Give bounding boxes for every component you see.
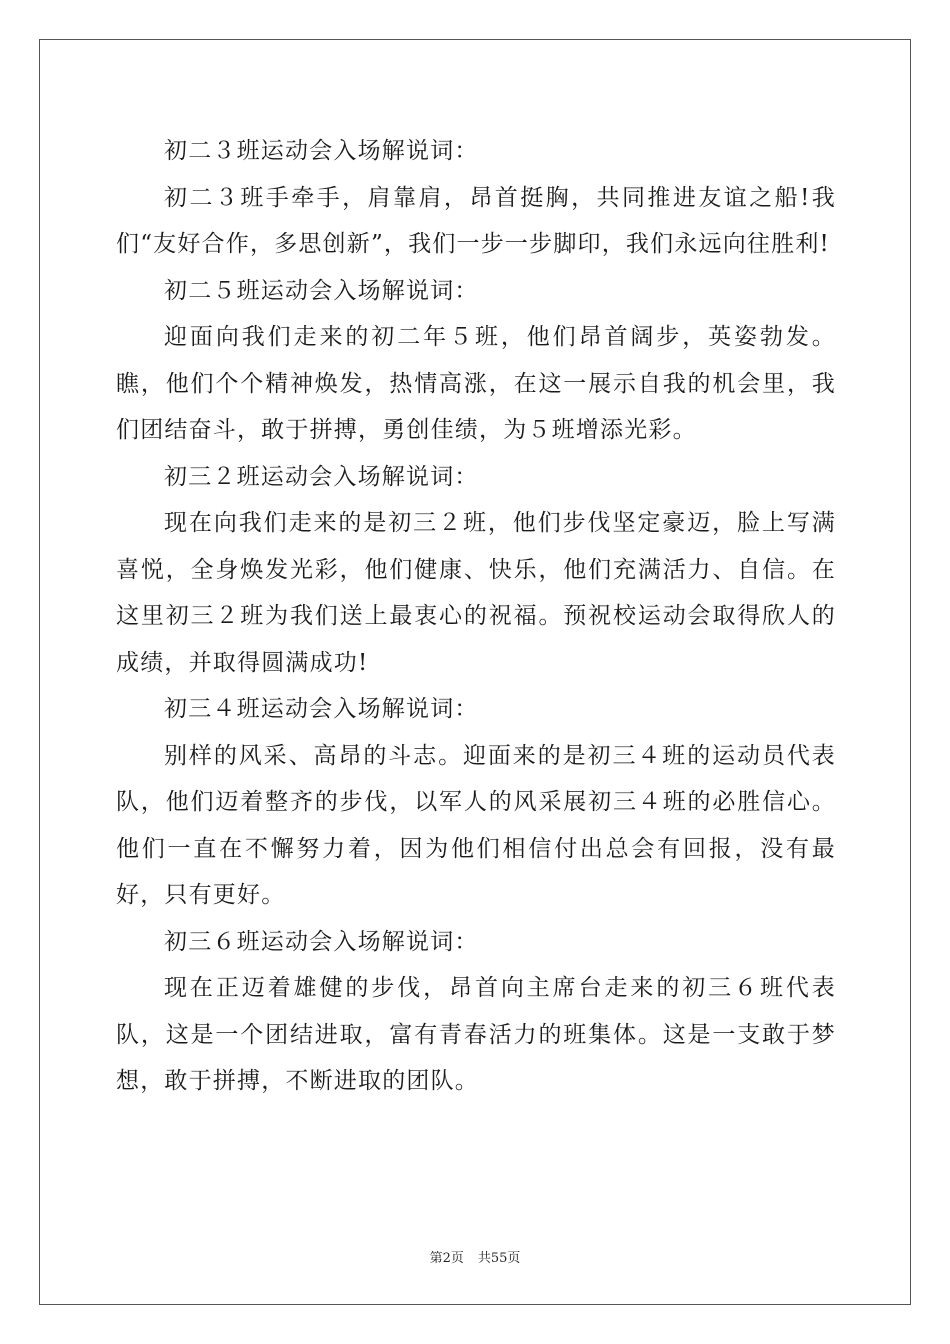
commentary-class-2-3: 初二３班手牵手，肩靠肩，昂首挺胸，共同推进友谊之船!我们“友好合作，多思创新”，我们一步一步脚印，我们永远向往胜利! bbox=[116, 184, 836, 257]
page-total: 共55页 bbox=[477, 1251, 521, 1266]
page-footer bbox=[0, 1247, 950, 1266]
document-body bbox=[116, 128, 836, 1105]
commentary-class-3-6: 现在正迈着雄健的步伐，昂首向主席台走来的初三６班代表队，这是一个团结进取，富有青春活力的班集体。这是一支敢于梦想，敢于拼搏，不断进取的团队。 bbox=[116, 975, 836, 1094]
commentary-class-2-5: 迎面向我们走来的初二年５班，他们昂首阔步，英姿勃发。瞧，他们个个精神焕发，热情高涨，在这一展示自我的机会里，我们团结奋斗，敢于拼搏，勇创佳绩，为５班增添光彩。 bbox=[116, 324, 836, 443]
section-heading-class-3-2: 初三２班运动会入场解说词： bbox=[164, 463, 479, 490]
page-number: 第2页 bbox=[429, 1251, 464, 1266]
section-heading-class-2-3: 初二３班运动会入场解说词： bbox=[164, 138, 479, 164]
section-heading-class-3-4: 初三４班运动会入场解说词： bbox=[164, 696, 479, 722]
section-heading-class-2-5: 初二５班运动会入场解说词： bbox=[164, 277, 479, 304]
section-heading-class-3-6: 初三６班运动会入场解说词： bbox=[164, 928, 479, 955]
commentary-class-3-4: 别样的风采、高昂的斗志。迎面来的是初三４班的运动员代表队，他们迈着整齐的步伐，以军人的风采展初三４班的必胜信心。他们一直在不懈努力着，因为他们相信付出总会有回报，没有最好，只有更好。 bbox=[116, 742, 836, 908]
commentary-class-3-2: 现在向我们走来的是初三２班，他们步伐坚定豪迈，脸上写满喜悦，全身焕发光彩，他们健康、快乐，他们充满活力、自信。在这里初三２班为我们送上最衷心的祝福。预祝校运动会取得欣人的成绩，并取得圆满成功! bbox=[116, 510, 836, 676]
